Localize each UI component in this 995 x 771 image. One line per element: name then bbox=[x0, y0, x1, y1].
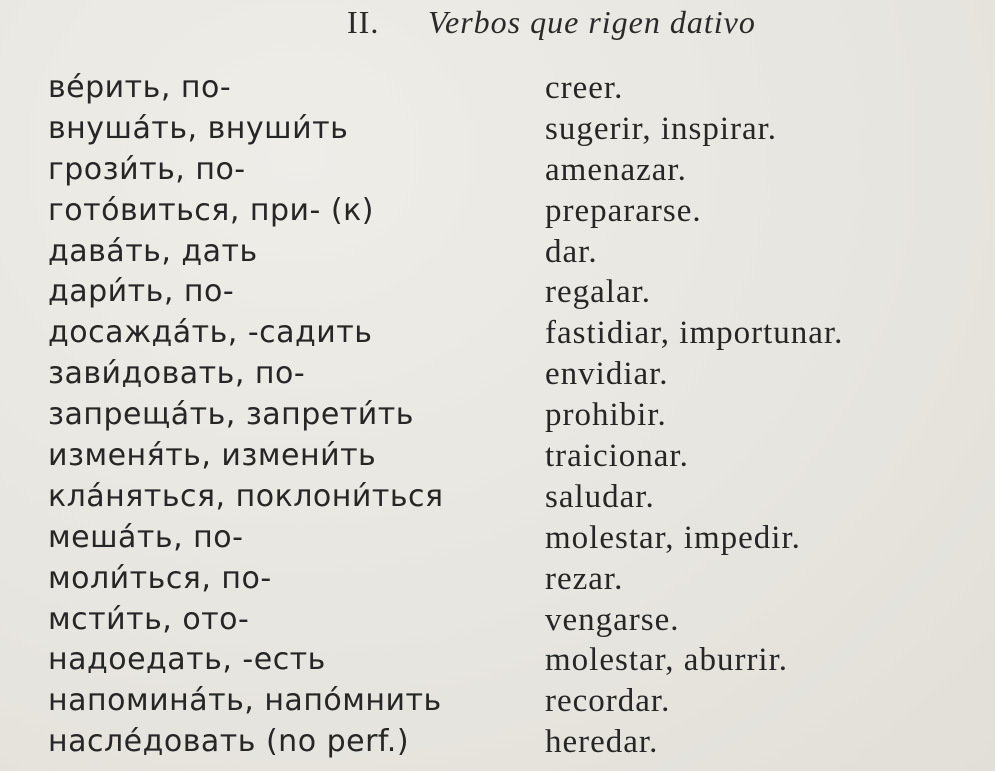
spanish-translation: molestar, impedir. bbox=[545, 519, 801, 556]
russian-verb: моли́ться, по- bbox=[48, 560, 272, 596]
russian-verb: ве́рить, по- bbox=[48, 70, 232, 105]
spanish-translation: amenazar. bbox=[545, 151, 687, 188]
spanish-translation: traicionar. bbox=[545, 438, 689, 475]
list-item bbox=[0, 274, 995, 315]
list-item bbox=[0, 356, 995, 397]
spanish-translation: molestar, aburrir. bbox=[545, 642, 789, 679]
spanish-translation: rezar. bbox=[545, 560, 624, 597]
spanish-translation: recordar. bbox=[545, 683, 671, 720]
list-item bbox=[0, 438, 995, 479]
list-item bbox=[0, 642, 995, 683]
list-item bbox=[0, 152, 995, 193]
russian-verb: изменя́ть, измени́ть bbox=[48, 438, 377, 474]
list-item bbox=[0, 70, 995, 111]
spanish-translation: prohibir. bbox=[545, 397, 667, 434]
list-item bbox=[0, 561, 995, 602]
list-item bbox=[0, 315, 995, 356]
section-heading bbox=[0, 2, 995, 46]
russian-verb: гото́виться, при- (к) bbox=[48, 192, 374, 228]
spanish-translation: dar. bbox=[545, 233, 598, 270]
list-item bbox=[0, 724, 995, 765]
russian-verb: дари́ть, по- bbox=[48, 274, 235, 310]
spanish-translation: heredar. bbox=[545, 724, 659, 761]
spanish-translation: creer. bbox=[545, 70, 624, 106]
russian-verb: мсти́ть, ото- bbox=[48, 601, 250, 637]
russian-verb: дава́ть, дать bbox=[48, 233, 258, 269]
list-item bbox=[0, 234, 995, 275]
russian-verb: надоедать, -есть bbox=[48, 642, 326, 678]
spanish-translation: fastidiar, importunar. bbox=[545, 315, 844, 352]
spanish-translation: saludar. bbox=[545, 478, 655, 515]
russian-verb: насле́довать (no perf.) bbox=[48, 724, 410, 760]
russian-verb: зави́довать, по- bbox=[48, 356, 306, 392]
list-item bbox=[0, 397, 995, 438]
list-item bbox=[0, 520, 995, 561]
russian-verb: досажда́ть, -садить bbox=[48, 315, 373, 351]
spanish-translation: sugerir, inspirar. bbox=[545, 110, 778, 147]
russian-verb: внуша́ть, внуши́ть bbox=[48, 110, 349, 146]
spanish-translation: envidiar. bbox=[545, 356, 669, 393]
spanish-translation: regalar. bbox=[545, 274, 652, 311]
russian-verb: меша́ть, по- bbox=[48, 519, 244, 555]
section-title: Verbos que rigen dativo bbox=[428, 4, 756, 40]
list-item bbox=[0, 683, 995, 724]
russian-verb: кла́няться, поклони́ться bbox=[48, 478, 444, 514]
verb-list bbox=[0, 70, 995, 765]
russian-verb: грози́ть, по- bbox=[48, 151, 246, 187]
section-number: II. bbox=[347, 4, 380, 40]
list-item bbox=[0, 111, 995, 152]
list-item bbox=[0, 479, 995, 520]
spanish-translation: vengarse. bbox=[545, 601, 680, 638]
russian-verb: запреща́ть, запрети́ть bbox=[48, 397, 414, 433]
spanish-translation: prepararse. bbox=[545, 192, 702, 229]
list-item bbox=[0, 602, 995, 643]
russian-verb: напомина́ть, напо́мнить bbox=[48, 683, 442, 719]
list-item bbox=[0, 193, 995, 234]
